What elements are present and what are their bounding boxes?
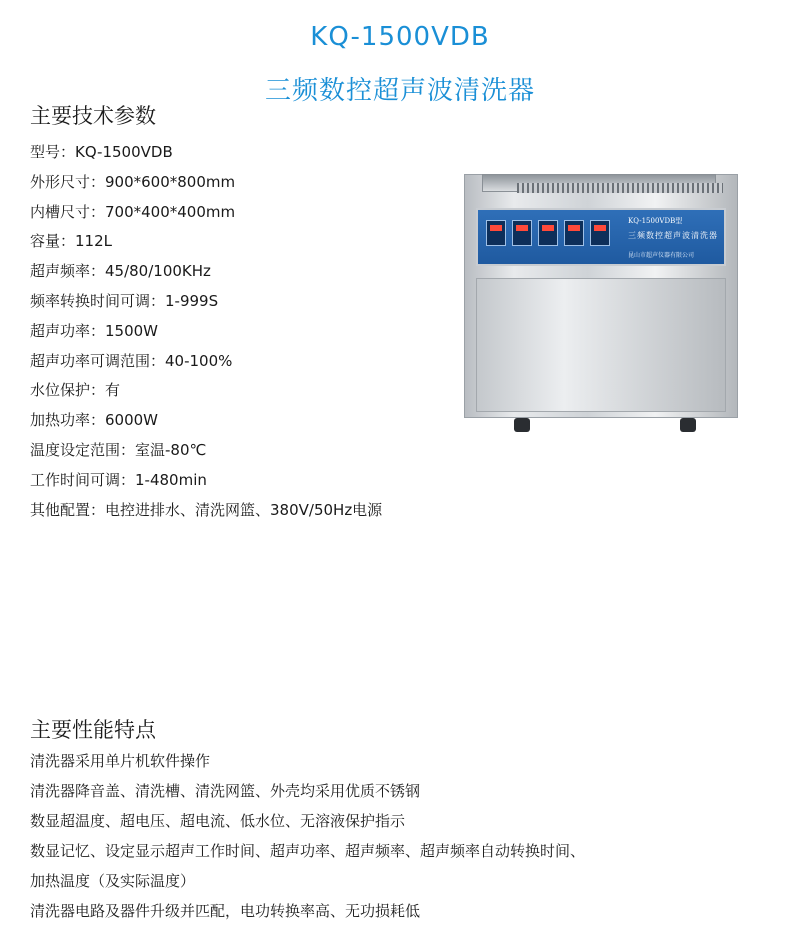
spec-item: 型号：KQ-1500VDB [30,143,173,161]
spec-item: 工作时间可调：1-480min [30,470,207,489]
tank-rim [482,174,716,192]
spec-item: 内槽尺寸：700*400*400mm [30,202,236,221]
spec-item: 加热功率：6000W [30,411,159,430]
panel-display [564,220,584,246]
features-heading: 主要性能特点 [30,718,156,742]
spec-item: 超声频率：45/80/100KHz [30,262,211,281]
panel-display [486,220,506,246]
feature-item: 清洗器降音盖、清洗槽、清洗网篮、外壳均采用优质不锈钢 [30,782,421,800]
spec-item: 频率转换时间可调：1-999S [30,291,219,310]
product-name-title: 三频数控超声波清洗器 [264,76,535,106]
spec-item: 水位保护：有 [30,381,121,400]
caster-wheel [514,418,530,432]
spec-item: 其他配置：电控进排水、清洗网篮、380V/50Hz电源 [30,500,383,519]
cleaning-basket [517,183,723,193]
spec-item: 温度设定范围：室温-80℃ [30,440,207,459]
specs-heading: 主要技术参数 [30,104,156,128]
feature-item: 加热温度（及实际温度） [30,872,196,890]
panel-name-label: 三频数控超声波清洗器 [628,231,718,240]
product-model-title: KQ-1500VDB [310,22,490,52]
control-panel [476,208,726,266]
panel-display [512,220,532,246]
product-image [462,170,744,438]
feature-item: 清洗器电路及器件升级并匹配，电功转换率高、无功损耗低 [30,902,421,920]
panel-maker-label: 昆山市超声仪器有限公司 [628,252,695,259]
features-list [30,746,585,926]
specs-list [30,138,382,525]
feature-item: 数显超温度、超电压、超电流、低水位、无溶液保护指示 [30,812,406,830]
caster-wheel [680,418,696,432]
spec-item: 超声功率：1500W [30,321,159,340]
spec-item: 容量：112L [30,232,112,251]
panel-display [538,220,558,246]
spec-item: 外形尺寸：900*600*800mm [30,172,236,191]
front-door [476,278,726,412]
feature-item: 数显记忆、设定显示超声工作时间、超声功率、超声频率、超声频率自动转换时间、 [30,842,586,860]
panel-model-label: KQ-1500VDB型 [628,217,683,225]
panel-display [590,220,610,246]
spec-item: 超声功率可调范围：40-100% [30,351,233,370]
feature-item: 清洗器采用单片机软件操作 [30,752,211,770]
